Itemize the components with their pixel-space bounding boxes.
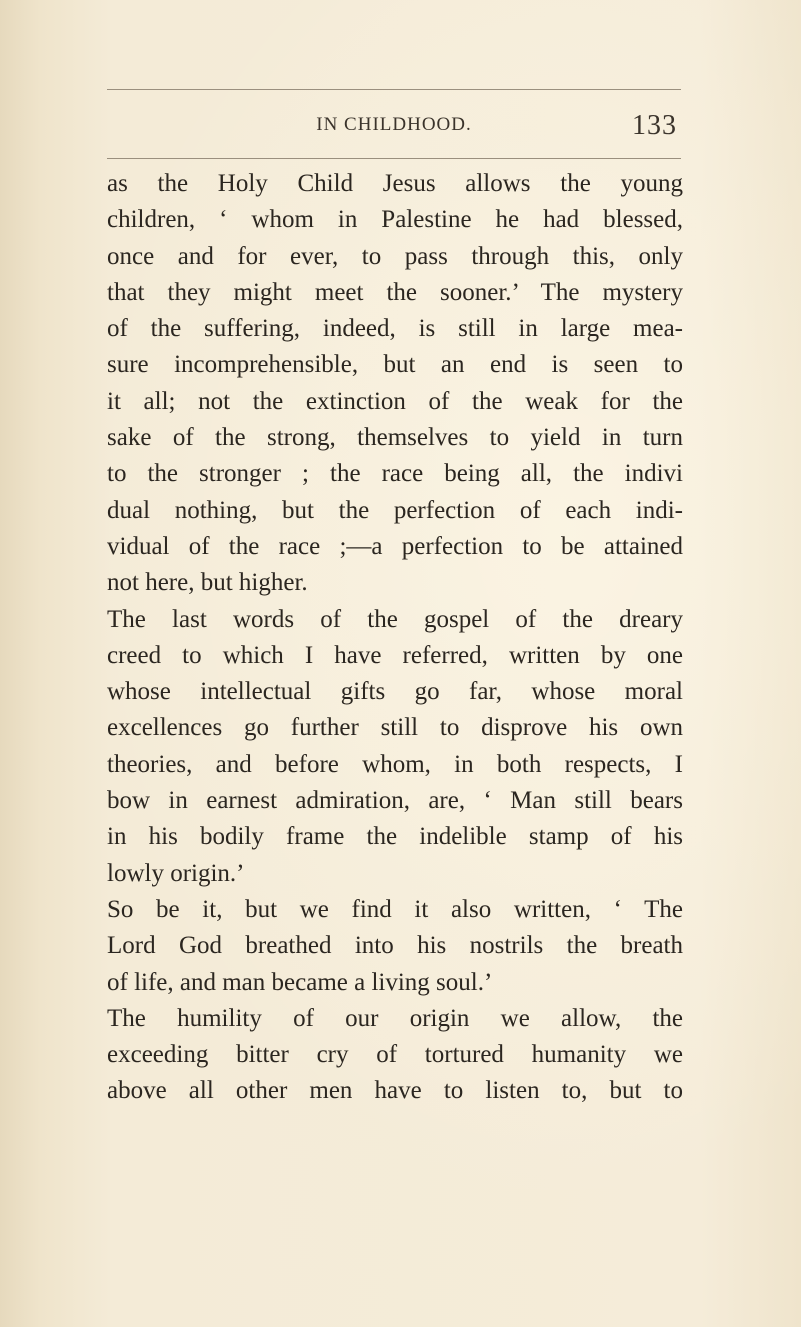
text-line: vidual of the race ;—a perfection to be attained xyxy=(107,532,683,560)
text-line: theories, and before whom, in both respects, I xyxy=(107,750,683,778)
running-head xyxy=(107,108,681,148)
text-line: that they might meet the sooner.’ The mystery xyxy=(107,278,683,306)
text-line: The last words of the gospel of the dreary xyxy=(107,605,683,633)
text-line: Lord God breathed into his nostrils the breath xyxy=(107,932,683,960)
text-line: to the stronger ; the race being all, the indivi xyxy=(107,460,683,488)
text-line: creed to which I have referred, written by one xyxy=(107,641,683,669)
text-line: of life, and man became a living soul.’ xyxy=(107,968,493,996)
text-line: exceeding bitter cry of tortured humanity we xyxy=(107,1041,683,1069)
text-line: excellences go further still to disprove his own xyxy=(107,714,683,742)
text-line: as the Holy Child Jesus allows the young xyxy=(107,170,683,197)
running-title: IN CHILDHOOD. xyxy=(316,114,472,135)
text-line: dual nothing, but the perfection of each indi- xyxy=(107,496,683,524)
text-line: lowly origin.’ xyxy=(107,859,245,887)
page-number: 133 xyxy=(632,110,677,141)
header-rule xyxy=(107,158,681,159)
text-line: bow in earnest admiration, are, ‘ Man still bears xyxy=(107,787,683,815)
top-rule xyxy=(107,89,681,90)
text-line: sake of the strong, themselves to yield in turn xyxy=(107,424,683,452)
body-text xyxy=(107,166,683,1110)
text-line: once and for ever, to pass through this, only xyxy=(107,242,683,270)
text-line: it all; not the extinction of the weak for the xyxy=(107,387,683,415)
text-line: So be it, but we find it also written, ‘ The xyxy=(107,895,683,923)
text-line: of the suffering, indeed, is still in large mea- xyxy=(107,315,683,343)
text-line: whose intellectual gifts go far, whose moral xyxy=(107,678,683,706)
text-line: children, ‘ whom in Palestine he had blessed, xyxy=(107,206,683,234)
text-line: above all other men have to listen to, but to xyxy=(107,1077,683,1105)
text-line: The humility of our origin we allow, the xyxy=(107,1004,683,1032)
text-line: sure incomprehensible, but an end is seen to xyxy=(107,351,683,379)
text-line: not here, but higher. xyxy=(107,569,308,597)
text-line: in his bodily frame the indelible stamp of his xyxy=(107,823,683,851)
